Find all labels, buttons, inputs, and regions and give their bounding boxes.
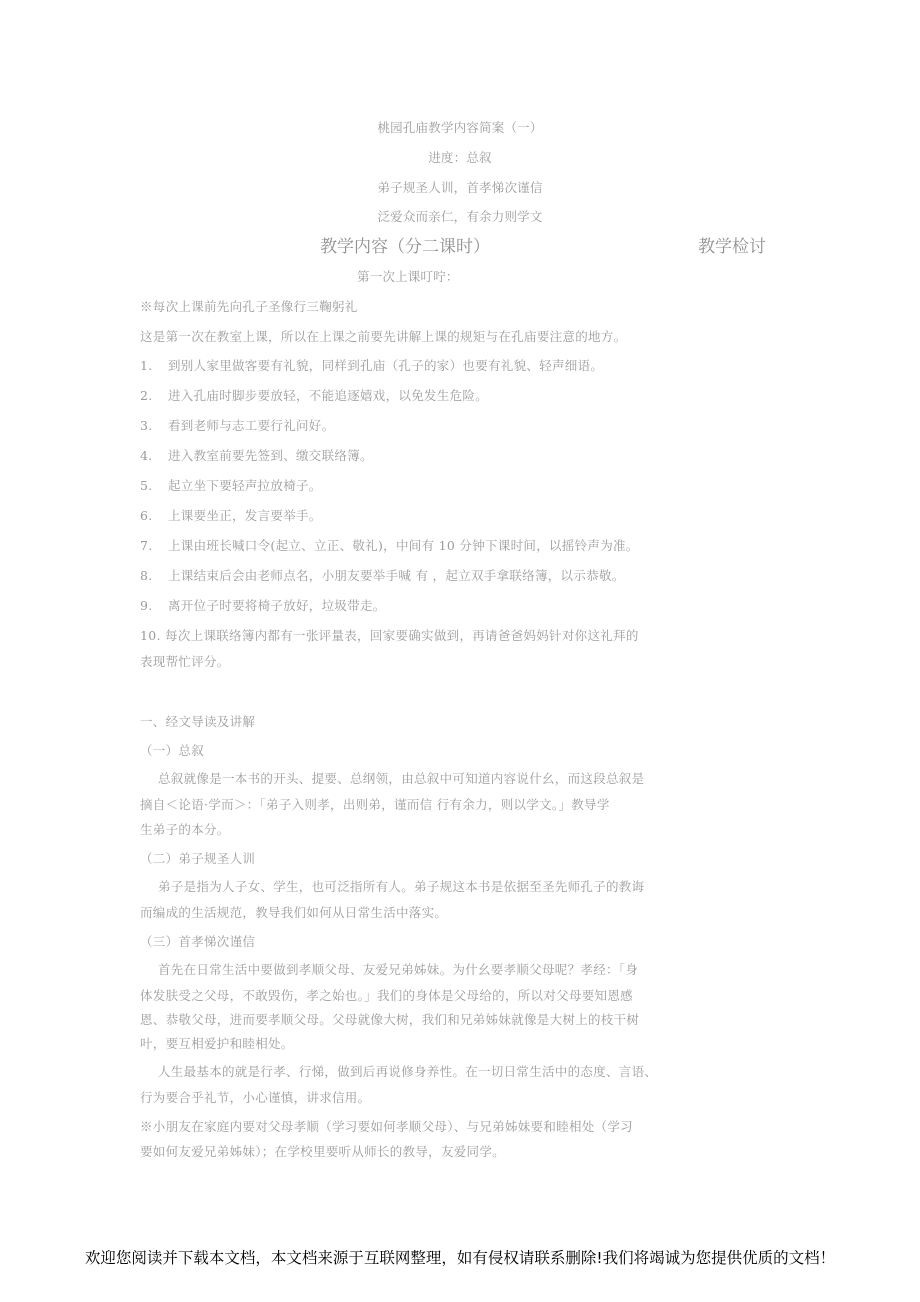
- section-title: 一、经文导读及讲解: [140, 714, 256, 729]
- rule-item: 3. 看到老师与志工要行礼问好。: [140, 418, 335, 433]
- rule-item-10-line-1: 10. 每次上课联络簿内都有一张评量表，回家要确实做到，再请爸爸妈妈针对你这礼拜的: [140, 628, 639, 643]
- footer-disclaimer: 欢迎您阅读并下载本文档，本文档来源于互联网整理，如有侵权请联系删除!我们将竭诚为您提供优质的文档！: [84, 1249, 836, 1267]
- rule-item: 2. 进入孔庙时脚步要放轻，不能追逐嬉戏，以免发生危险。: [140, 388, 489, 403]
- paragraph-line: 行为要合乎礼节，小心谨慎，讲求信用。: [140, 1090, 371, 1105]
- progress-line: 进度：总叙: [428, 150, 492, 165]
- note-line: 要如何友爱兄弟姊妹）；在学校里要听从师长的教导，友爱同学。: [140, 1144, 505, 1159]
- paragraph-line: 弟子是指为人子女、学生，也可泛指所有人。弟子规这本书是依据至圣先师孔子的教诲: [158, 879, 645, 894]
- paragraph-line: 摘自＜论语·学而＞：「弟子入则孝，出则弟，谨而信 行有余力，则以学文。」教导学: [140, 797, 610, 812]
- paragraph-line: 人生最基本的就是行孝、行悌，做到后再说修身养性。在一切日常生活中的态度、言语、: [158, 1064, 658, 1079]
- reminder-title: 第一次上课叮咛：: [357, 269, 459, 284]
- verse-line-1: 弟子规圣人训，首孝悌次谨信: [377, 180, 543, 195]
- column-heading-review: 教学检讨: [698, 237, 766, 257]
- rule-item: 8. 上课结束后会由老师点名，小朋友要举手喊 有 ，起立双手拿联络簿，以示恭敬。: [140, 568, 625, 583]
- verse-line-2: 泛爱众而亲仁，有余力则学文: [377, 209, 543, 224]
- subsection-title: （一）总叙: [140, 743, 205, 758]
- paragraph-line: 而编成的生活规范，教导我们如何从日常生活中落实。: [140, 905, 448, 920]
- paragraph-line: 叶，要互相爱护和睦相处。: [140, 1036, 294, 1051]
- bow-note: ※每次上课前先向孔子圣像行三鞠躬礼: [140, 299, 358, 314]
- subsection-title: （三）首孝悌次谨信: [140, 934, 256, 949]
- rule-item: 9. 离开位子时要将椅子放好，垃圾带走。: [140, 598, 386, 613]
- paragraph-line: 首先在日常生活中要做到孝顺父母、友爱兄弟姊妹。为什幺要孝顺父母呢？孝经：「身: [158, 962, 639, 977]
- rule-item: 4. 进入教室前要先签到、缴交联络簿。: [140, 448, 373, 463]
- rule-item: 6. 上课要坐正，发言要举手。: [140, 508, 322, 523]
- paragraph-line: 生弟子的本分。: [140, 822, 230, 837]
- rule-item: 1. 到别人家里做客要有礼貌，同样到孔庙（孔子的家）也要有礼貌、轻声细语。: [140, 358, 604, 373]
- note-line: ※小朋友在家庭内要对父母孝顺（学习要如何孝顺父母）、与兄弟姊妹要和睦相处（学习: [140, 1119, 633, 1134]
- rule-item: 7. 上课由班长喊口令(起立、立正、敬礼)，中间有 10 分钟下课时间，以摇铃声为准。: [140, 538, 639, 553]
- subsection-title: （二）弟子规圣人训: [140, 851, 256, 866]
- column-heading-content: 教学内容（分二课时）: [320, 237, 490, 257]
- paragraph-line: 总叙就像是一本书的开头、提要、总纲领，由总叙中可知道内容说什幺，而这段总叙是: [158, 771, 645, 786]
- rule-item: 5. 起立坐下要轻声拉放椅子。: [140, 478, 322, 493]
- rule-item-10-line-2: 表现帮忙评分。: [140, 654, 230, 669]
- intro-paragraph: 这是第一次在教室上课，所以在上课之前要先讲解上课的规矩与在孔庙要注意的地方。: [140, 329, 627, 344]
- paragraph-line: 体发肤受之父母，不敢毁伤，孝之始也。」我们的身体是父母给的，所以对父母要知恩感: [140, 988, 633, 1003]
- document-title: 桃园孔庙教学内容简案（一）: [377, 120, 543, 135]
- paragraph-line: 恩、恭敬父母，进而要孝顺父母。父母就像大树，我们和兄弟姊妹就像是大树上的枝干树: [140, 1012, 640, 1027]
